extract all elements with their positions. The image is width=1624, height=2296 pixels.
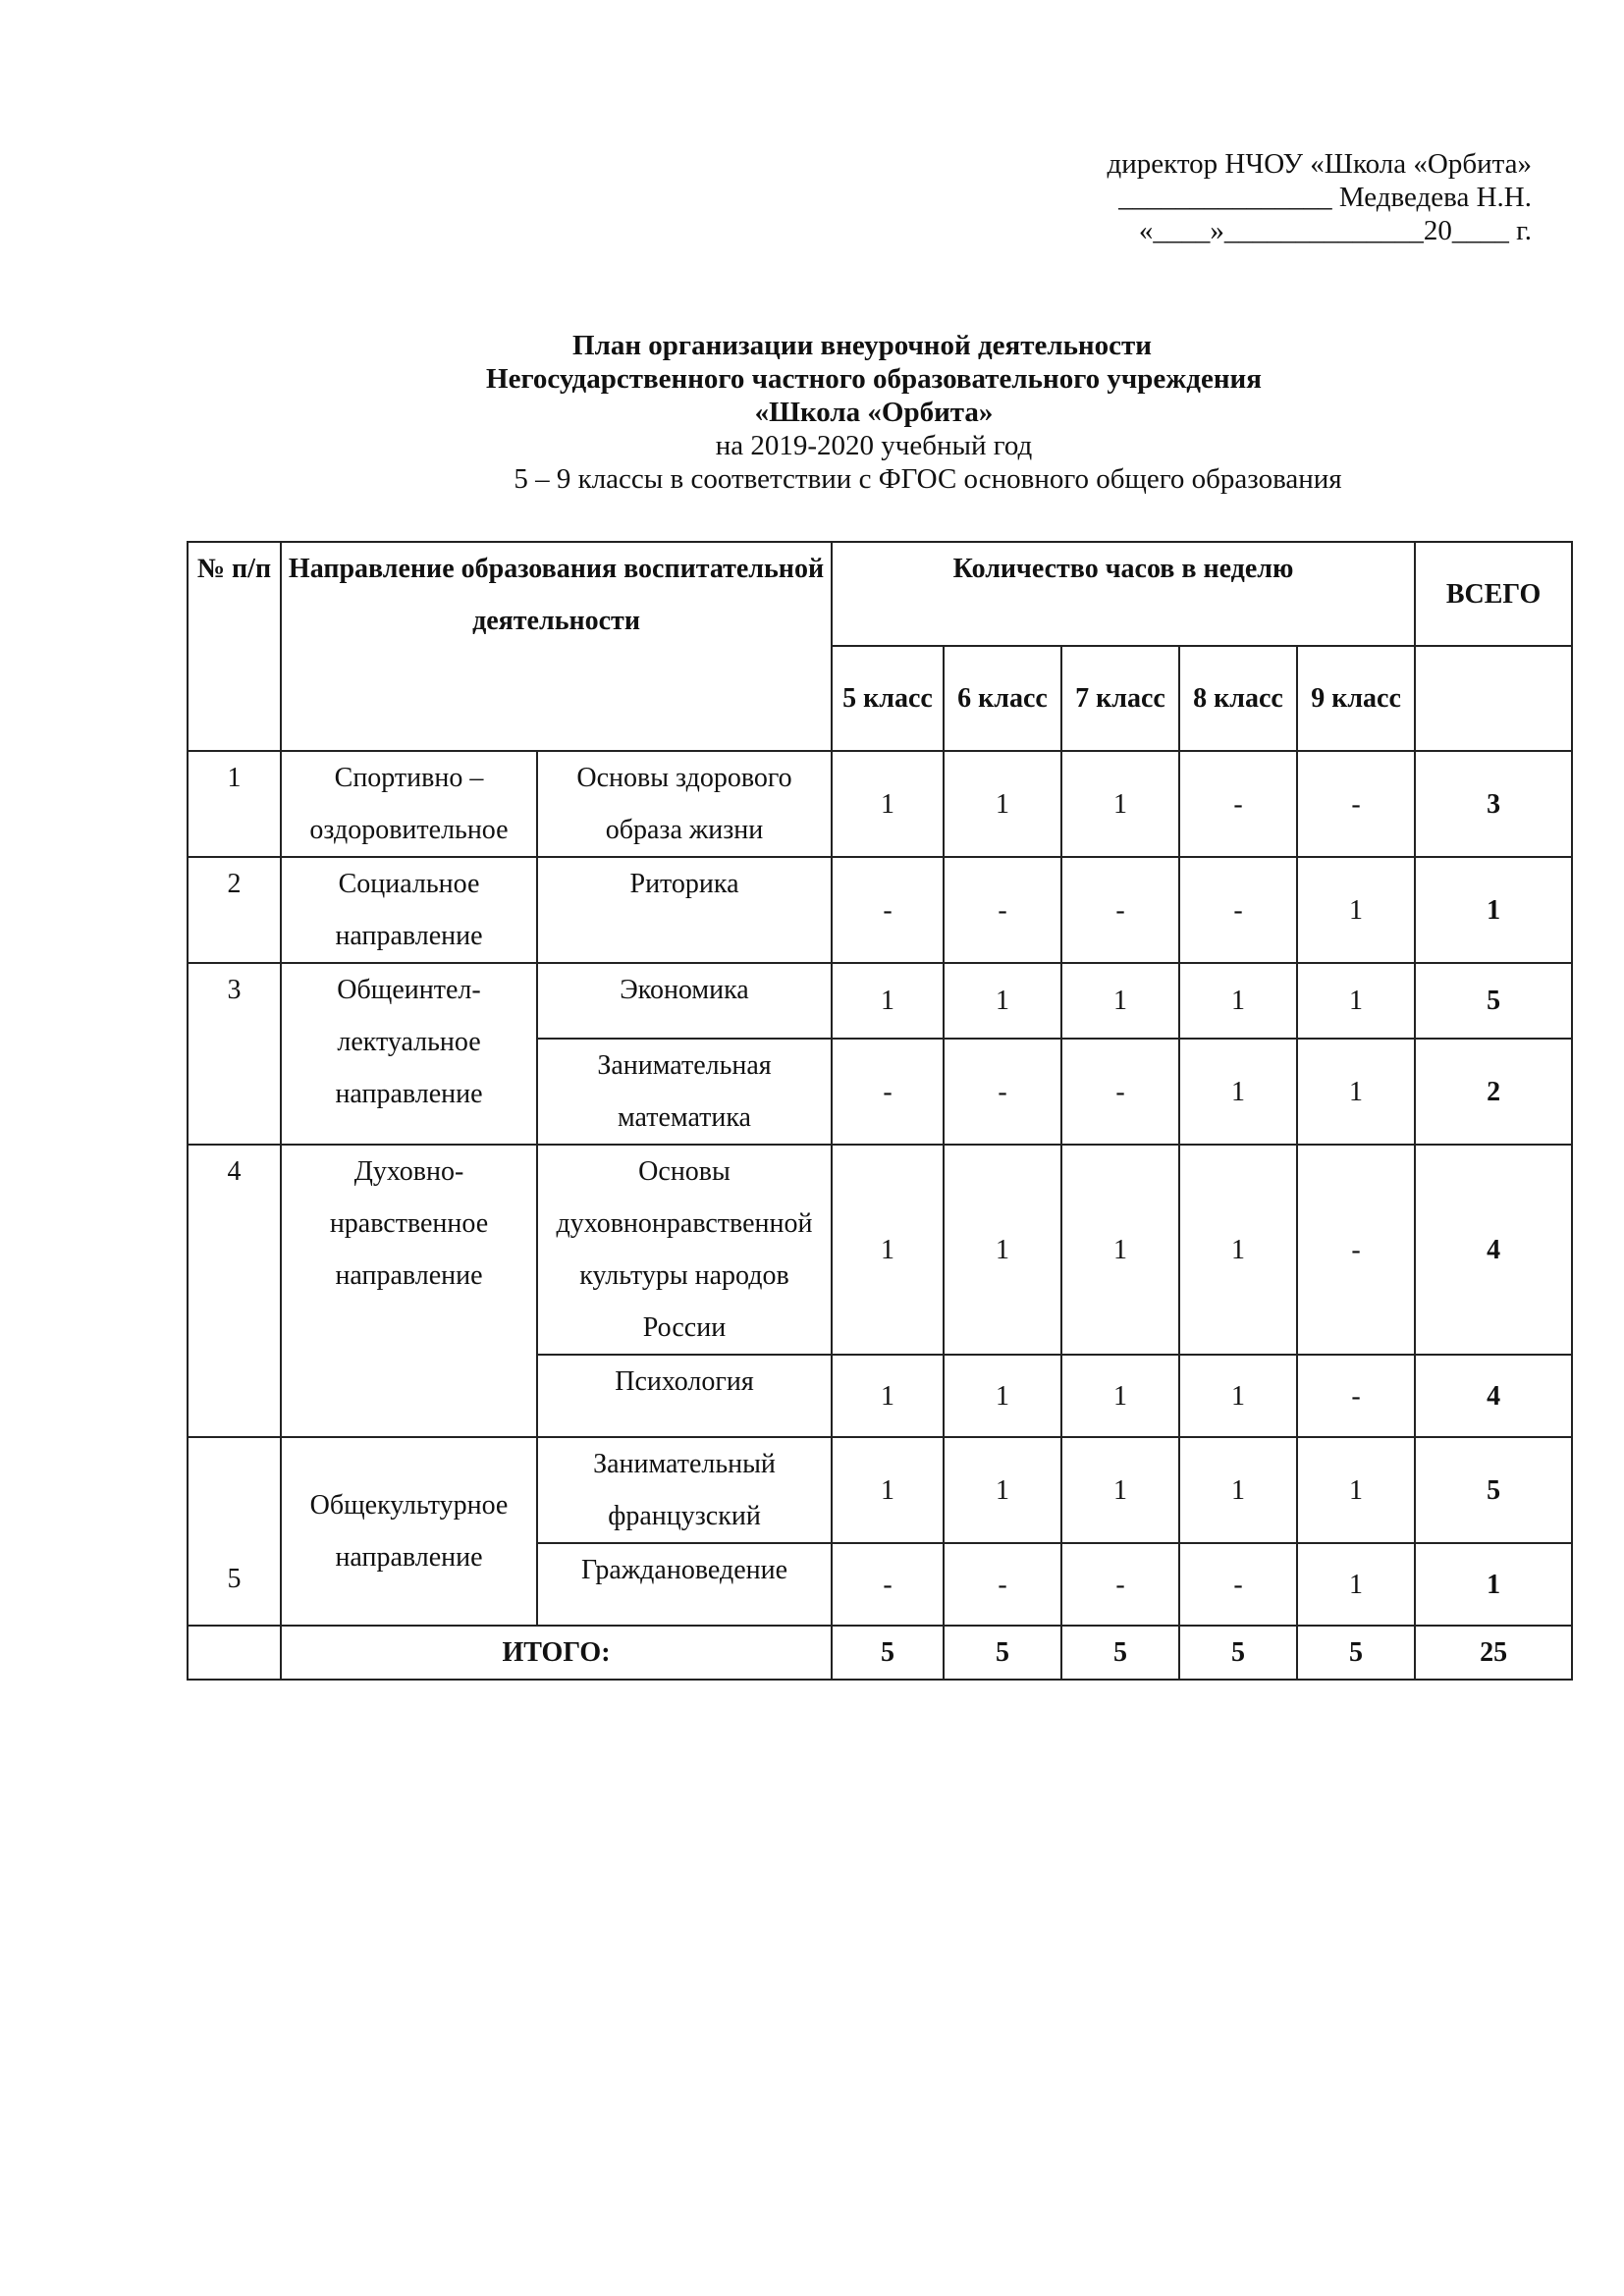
header-grade: 8 класс xyxy=(1179,646,1297,751)
row-hours: 1 xyxy=(1297,1437,1415,1543)
row-hours: 1 xyxy=(1179,1437,1297,1543)
row-hours: - xyxy=(1297,751,1415,857)
row-hours: 1 xyxy=(1061,1355,1179,1437)
row-hours: 1 xyxy=(1179,1145,1297,1355)
row-hours: - xyxy=(1179,857,1297,963)
row-direction: Спортивно – оздоровительное xyxy=(281,751,537,857)
row-number: 1 xyxy=(188,751,281,857)
header-direction: Направление образования воспитательной деятельности xyxy=(281,542,832,751)
totals-grand: 25 xyxy=(1415,1626,1572,1680)
table-row xyxy=(188,1437,1572,1543)
totals-value: 5 xyxy=(1061,1626,1179,1680)
row-hours: - xyxy=(944,1039,1061,1145)
header-total-empty xyxy=(1415,646,1572,751)
title-line-3: «Школа «Орбита» xyxy=(754,397,994,428)
row-total: 1 xyxy=(1415,857,1572,963)
row-direction: Общекультурное направление xyxy=(281,1437,537,1626)
row-hours: 1 xyxy=(1061,751,1179,857)
row-direction: Социальное направление xyxy=(281,857,537,963)
row-hours: 1 xyxy=(832,1437,944,1543)
row-total: 5 xyxy=(1415,963,1572,1039)
row-total: 3 xyxy=(1415,751,1572,857)
row-direction: Общеинтел-лектуальное направление xyxy=(281,963,537,1145)
row-hours: - xyxy=(1297,1145,1415,1355)
totals-value: 5 xyxy=(1297,1626,1415,1680)
row-course: Риторика xyxy=(537,857,832,963)
row-total: 4 xyxy=(1415,1355,1572,1437)
title-line-4: на 2019-2020 учебный год xyxy=(715,430,1033,461)
approval-block xyxy=(982,147,1532,247)
row-hours: 1 xyxy=(1179,1039,1297,1145)
row-hours: - xyxy=(1297,1355,1415,1437)
row-total: 4 xyxy=(1415,1145,1572,1355)
row-total: 1 xyxy=(1415,1543,1572,1626)
row-hours: 1 xyxy=(832,751,944,857)
row-hours: 1 xyxy=(1297,963,1415,1039)
totals-label: ИТОГО: xyxy=(281,1626,832,1680)
row-hours: - xyxy=(832,1543,944,1626)
header-num: № п/п xyxy=(188,542,281,751)
row-hours: 1 xyxy=(944,751,1061,857)
row-course: Основы здорового образа жизни xyxy=(537,751,832,857)
row-hours: 1 xyxy=(1297,857,1415,963)
row-course: Занимательная математика xyxy=(537,1039,832,1145)
table-row xyxy=(188,963,1572,1039)
row-hours: 1 xyxy=(832,1145,944,1355)
row-number: 5 xyxy=(188,1437,281,1626)
row-course: Занимательный французский xyxy=(537,1437,832,1543)
row-course: Экономика xyxy=(537,963,832,1039)
row-number: 4 xyxy=(188,1145,281,1437)
row-hours: 1 xyxy=(944,1437,1061,1543)
header-grade: 7 класс xyxy=(1061,646,1179,751)
header-grade: 5 класс xyxy=(832,646,944,751)
row-hours: - xyxy=(832,857,944,963)
row-total: 5 xyxy=(1415,1437,1572,1543)
row-total: 2 xyxy=(1415,1039,1572,1145)
header-total: ВСЕГО xyxy=(1415,542,1572,646)
title-line-1: План организации внеурочной деятельности xyxy=(572,330,1152,361)
approval-director: директор НЧОУ «Школа «Орбита» xyxy=(1107,148,1532,180)
title-line-2: Негосударственного частного образовательного учреждения xyxy=(486,363,1262,395)
totals-value: 5 xyxy=(832,1626,944,1680)
approval-signature-line: _______________ Медведева Н.Н. xyxy=(1118,182,1532,213)
approval-date-line: «____»______________20____ г. xyxy=(1138,215,1532,246)
header-grade: 9 класс xyxy=(1297,646,1415,751)
row-hours: 1 xyxy=(1179,963,1297,1039)
row-hours: 1 xyxy=(832,1355,944,1437)
row-hours: 1 xyxy=(1297,1039,1415,1145)
table-row xyxy=(188,1145,1572,1355)
row-hours: 1 xyxy=(1179,1355,1297,1437)
table-row xyxy=(188,857,1572,963)
row-course: Граждановедение xyxy=(537,1543,832,1626)
row-hours: - xyxy=(1179,751,1297,857)
row-direction: Духовно-нравственное направление xyxy=(281,1145,537,1437)
totals-value: 5 xyxy=(944,1626,1061,1680)
row-hours: 1 xyxy=(944,963,1061,1039)
row-hours: - xyxy=(1061,1543,1179,1626)
header-grade: 6 класс xyxy=(944,646,1061,751)
row-hours: - xyxy=(944,1543,1061,1626)
document-heading xyxy=(177,329,1571,496)
row-hours: - xyxy=(944,857,1061,963)
row-number: 3 xyxy=(188,963,281,1145)
row-hours: 1 xyxy=(832,963,944,1039)
totals-value: 5 xyxy=(1179,1626,1297,1680)
row-hours: - xyxy=(1061,1039,1179,1145)
row-hours: 1 xyxy=(1061,1145,1179,1355)
row-hours: 1 xyxy=(1297,1543,1415,1626)
row-hours: 1 xyxy=(944,1355,1061,1437)
row-number: 2 xyxy=(188,857,281,963)
row-hours: 1 xyxy=(1061,1437,1179,1543)
row-course: Психология xyxy=(537,1355,832,1437)
title-line-5: 5 – 9 классы в соответствии с ФГОС основного общего образования xyxy=(514,463,1342,495)
row-hours: 1 xyxy=(944,1145,1061,1355)
totals-row xyxy=(188,1626,1572,1680)
header-row xyxy=(188,542,1572,646)
totals-empty-cell xyxy=(188,1626,281,1680)
row-hours: 1 xyxy=(1061,963,1179,1039)
table-row xyxy=(188,751,1572,857)
row-hours: - xyxy=(832,1039,944,1145)
header-hours-per-week: Количество часов в неделю xyxy=(832,542,1415,646)
row-hours: - xyxy=(1179,1543,1297,1626)
row-course: Основы духовнонравственной культуры народов России xyxy=(537,1145,832,1355)
activity-plan-table xyxy=(187,541,1573,1681)
row-hours: - xyxy=(1061,857,1179,963)
